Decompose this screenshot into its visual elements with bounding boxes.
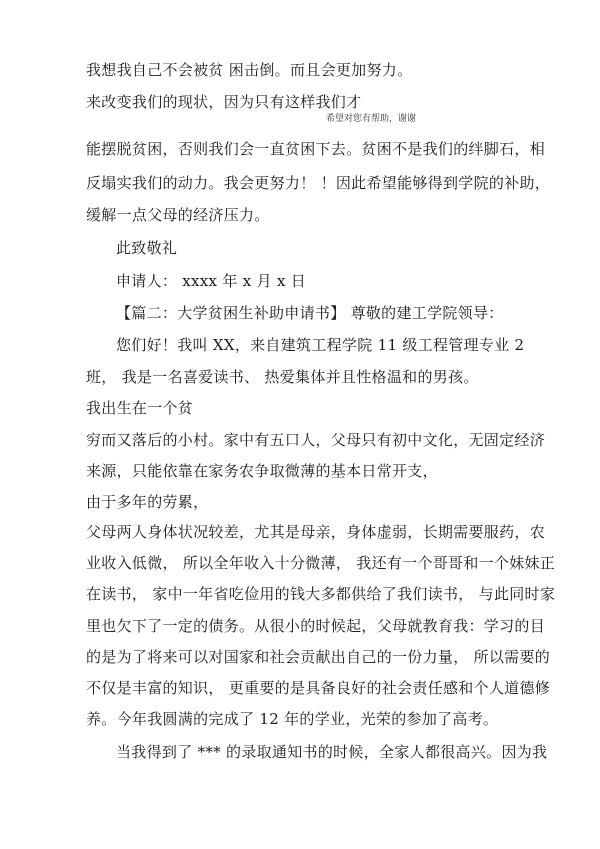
text-line: 里也欠下了一定的债务。从很小的时候起，父母就教育我：学习的目 xyxy=(86,617,546,635)
text-line: 来改变我们的现状，因为只有这样我们才 xyxy=(86,93,362,111)
closing-salutation: 此致敬礼 xyxy=(116,239,178,257)
text-line: 在读书， 家中一年省吃俭用的钱大多都供给了我们读书， 与此同时家 xyxy=(86,585,556,603)
text-line: 不仅是丰富的知识， 更重要的是具备良好的社会责任感和个人道德修 xyxy=(86,679,551,697)
text-line: 父母两人身体状况较差，尤其是母亲，身体虚弱，长期需要服药，农 xyxy=(86,523,546,541)
text-line: 来源，只能依靠在家务农争取微薄的基本日常开支， xyxy=(86,462,438,480)
text-line: 由于多年的劳累， xyxy=(86,493,209,511)
text-line: 班， 我是一名喜爱读书、 热爱集体并且性格温和的男孩。 xyxy=(86,368,479,386)
applicant-signature-line: 申请人： xxxx 年 x 月 x 日 xyxy=(116,272,307,290)
text-line: 能摆脱贫困，否则我们会一直贫困下去。贫困不是我们的绊脚石，相 xyxy=(86,140,546,158)
text-line: 当我得到了 *** 的录取通知书的时候，全家人都很高兴。因为我 xyxy=(116,743,548,761)
text-line: 养。今年我圆满的完成了 12 年的学业，光荣的参加了高考。 xyxy=(86,710,499,728)
text-line: 我想我自己不会被贫 困击倒。而且会更加努力。 xyxy=(86,61,413,79)
text-line: 缓解一点父母的经济压力。 xyxy=(86,206,270,224)
text-line: 业收入低微， 所以全年收入十分微薄， 我还有一个哥哥和一个妹妹正 xyxy=(86,554,556,572)
footnote-text: 希望对您有帮助，谢谢 xyxy=(326,114,417,124)
text-line: 反塌实我们的动力。我会更努力！ ！因此希望能够得到学院的补助， xyxy=(86,174,551,192)
section-heading: 【篇二：大学贫困生补助申请书】 尊敬的建工学院领导： xyxy=(116,304,504,322)
text-line: 我出生在一个贫 xyxy=(86,399,194,417)
text-line: 穷而又落后的小村。家中有五口人，父母只有初中文化，无固定经济 xyxy=(86,431,546,449)
text-line: 您们好！我叫 XX，来自建筑工程学院 11 级工程管理专业 2 xyxy=(116,336,525,354)
text-line: 的是为了将来可以对国家和社会贡献出自己的一份力量， 所以需要的 xyxy=(86,648,551,666)
